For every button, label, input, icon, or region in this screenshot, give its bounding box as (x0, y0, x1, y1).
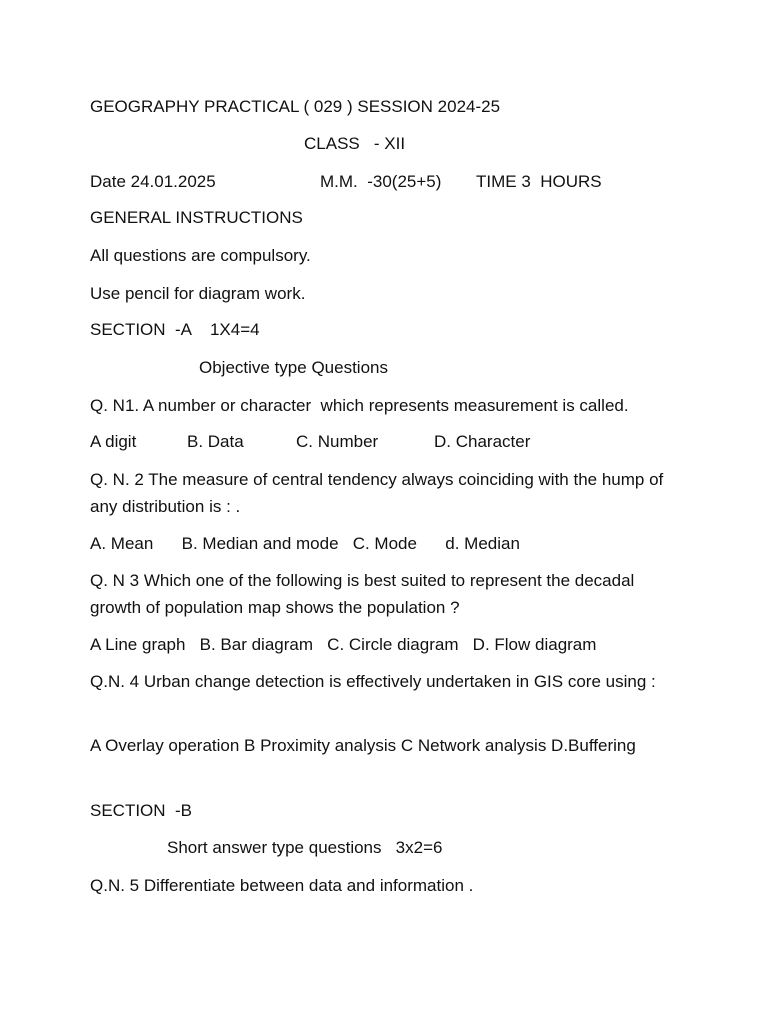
question-3: Q. N 3 Which one of the following is best suited to represent the decadal growth of population map shows the population ? (90, 571, 635, 617)
instruction-item: Use pencil for diagram work. (90, 284, 306, 303)
section-b-subheading: Short answer type questions 3x2=6 (167, 838, 443, 857)
section-b-heading: SECTION -B (90, 801, 193, 820)
q1-option-a: A digit (90, 432, 137, 451)
section-a-heading: SECTION -A 1X4=4 (90, 320, 260, 339)
q4-options: A Overlay operation B Proximity analysis C Network analysis D.Buffering (90, 736, 636, 755)
q2-options: A. Mean B. Median and mode C. Mode d. Median (90, 534, 520, 553)
q3-options: A Line graph B. Bar diagram C. Circle diagram D. Flow diagram (90, 635, 597, 654)
question-5: Q.N. 5 Differentiate between data and information . (90, 876, 474, 895)
exam-time: TIME 3 HOURS (476, 172, 602, 191)
instructions-heading: GENERAL INSTRUCTIONS (90, 208, 303, 227)
question-2: Q. N. 2 The measure of central tendency always coinciding with the hump of any distribution is : . (90, 470, 664, 516)
class-line: CLASS - XII (304, 134, 406, 153)
q1-option-d: D. Character (434, 432, 531, 451)
q1-option-b: B. Data (187, 432, 244, 451)
instruction-item: All questions are compulsory. (90, 246, 311, 265)
exam-title: GEOGRAPHY PRACTICAL ( 029 ) SESSION 2024-25 (90, 97, 501, 116)
question-4: Q.N. 4 Urban change detection is effectively undertaken in GIS core using : (90, 672, 656, 691)
section-a-subheading: Objective type Questions (199, 358, 388, 377)
max-marks: M.M. -30(25+5) (320, 172, 442, 191)
question-1: Q. N1. A number or character which represents measurement is called. (90, 396, 629, 415)
exam-date: Date 24.01.2025 (90, 172, 216, 191)
q1-option-c: C. Number (296, 432, 379, 451)
